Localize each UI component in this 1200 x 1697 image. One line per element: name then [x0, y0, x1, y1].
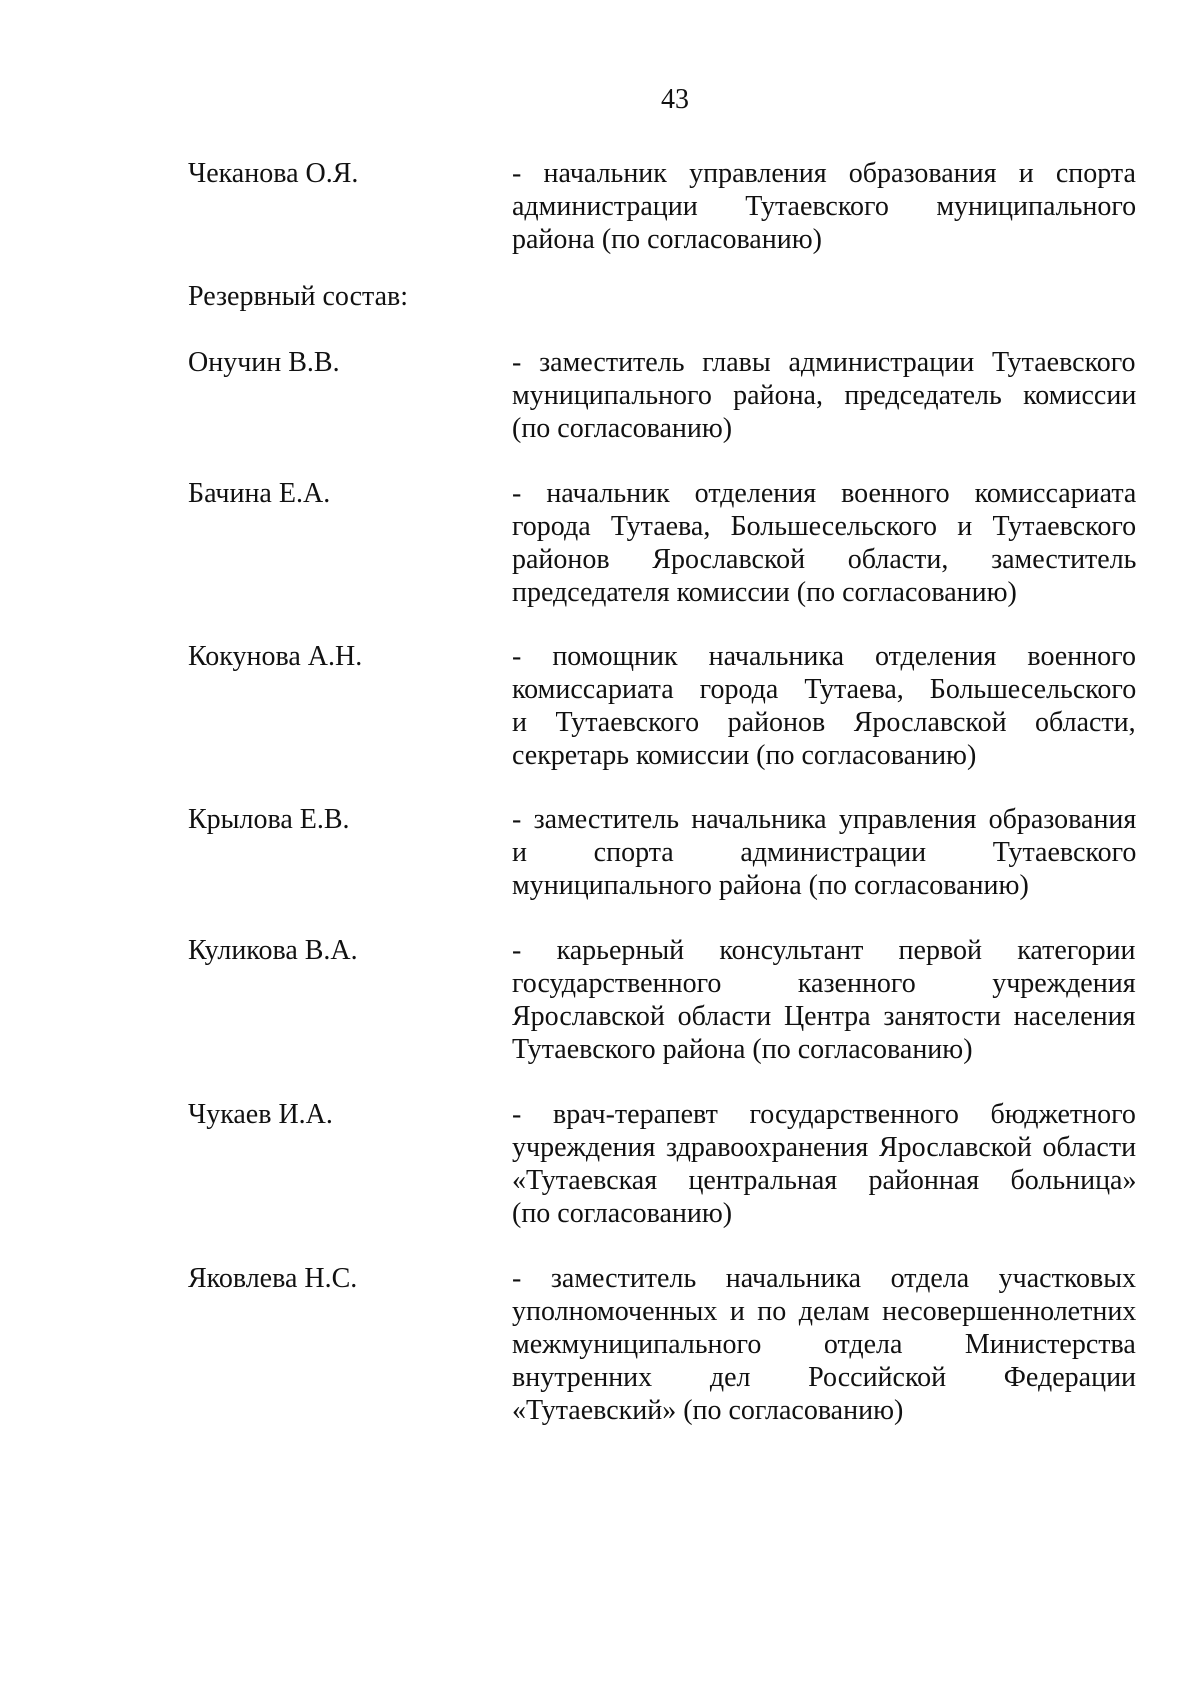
description-line: (по согласованию) — [512, 1198, 733, 1229]
description-line: - начальник отделения военного комиссариата — [512, 478, 1137, 509]
description-line: учреждения здравоохранения Ярославской области — [512, 1132, 1137, 1163]
member-name: Куликова В.А. — [188, 935, 358, 966]
description-line: - помощник начальника отделения военного — [512, 641, 1136, 672]
member-name: Кокунова А.Н. — [188, 641, 363, 672]
description-line: районов Ярославской области, заместитель — [512, 544, 1137, 575]
description-line: государственного казенного учреждения — [512, 968, 1136, 999]
member-description — [512, 803, 1136, 902]
description-line: (по согласованию) — [512, 413, 733, 444]
description-line: секретарь комиссии (по согласованию) — [512, 740, 977, 771]
description-line: администрации Тутаевского муниципального — [512, 191, 1137, 222]
member-description — [512, 640, 1136, 772]
description-line: - заместитель главы администрации Тутаевского — [512, 347, 1136, 378]
description-line: председателя комиссии (по согласованию) — [512, 577, 1017, 608]
description-line: - врач-терапевт государственного бюджетного — [512, 1099, 1136, 1130]
member-description — [512, 157, 1136, 256]
description-line: города Тутаева, Большесельского и Тутаевского — [512, 511, 1137, 542]
member-name: Чеканова О.Я. — [188, 158, 359, 189]
member-description — [512, 477, 1136, 609]
member-name: Яковлева Н.С. — [188, 1263, 358, 1294]
section-label-reserve: Резервный состав: — [188, 281, 409, 312]
description-line: внутренних дел Российской Федерации — [512, 1362, 1137, 1393]
description-line: муниципального района, председатель комиссии — [512, 380, 1137, 411]
member-description — [512, 1262, 1136, 1427]
description-line: - начальник управления образования и спорта — [512, 158, 1136, 189]
description-line: - заместитель начальника управления образования — [512, 804, 1137, 835]
description-line: комиссариата города Тутаева, Большесельского — [512, 674, 1137, 705]
description-line: и спорта администрации Тутаевского — [512, 837, 1137, 868]
member-name: Онучин В.В. — [188, 347, 340, 378]
description-line: «Тутаевская центральная районная больница» — [512, 1165, 1137, 1196]
description-line: - карьерный консультант первой категории — [512, 935, 1136, 966]
member-description — [512, 346, 1136, 445]
member-description — [512, 1098, 1136, 1230]
description-line: Тутаевского района (по согласованию) — [512, 1034, 973, 1065]
description-line: Ярославской области Центра занятости населения — [512, 1001, 1136, 1032]
description-line: района (по согласованию) — [512, 224, 822, 255]
description-line: уполномоченных и по делам несовершеннолетних — [512, 1296, 1137, 1327]
description-line: и Тутаевского районов Ярославской области, — [512, 707, 1136, 738]
page-number: 43 — [661, 84, 689, 115]
description-line: межмуниципального отдела Министерства — [512, 1329, 1136, 1360]
member-name: Крылова Е.В. — [188, 804, 350, 835]
member-name: Чукаев И.А. — [188, 1099, 333, 1130]
description-line: муниципального района (по согласованию) — [512, 870, 1029, 901]
description-line: - заместитель начальника отдела участковых — [512, 1263, 1137, 1294]
member-name: Бачина Е.А. — [188, 478, 331, 509]
description-line: «Тутаевский» (по согласованию) — [512, 1395, 904, 1426]
member-description — [512, 934, 1136, 1066]
